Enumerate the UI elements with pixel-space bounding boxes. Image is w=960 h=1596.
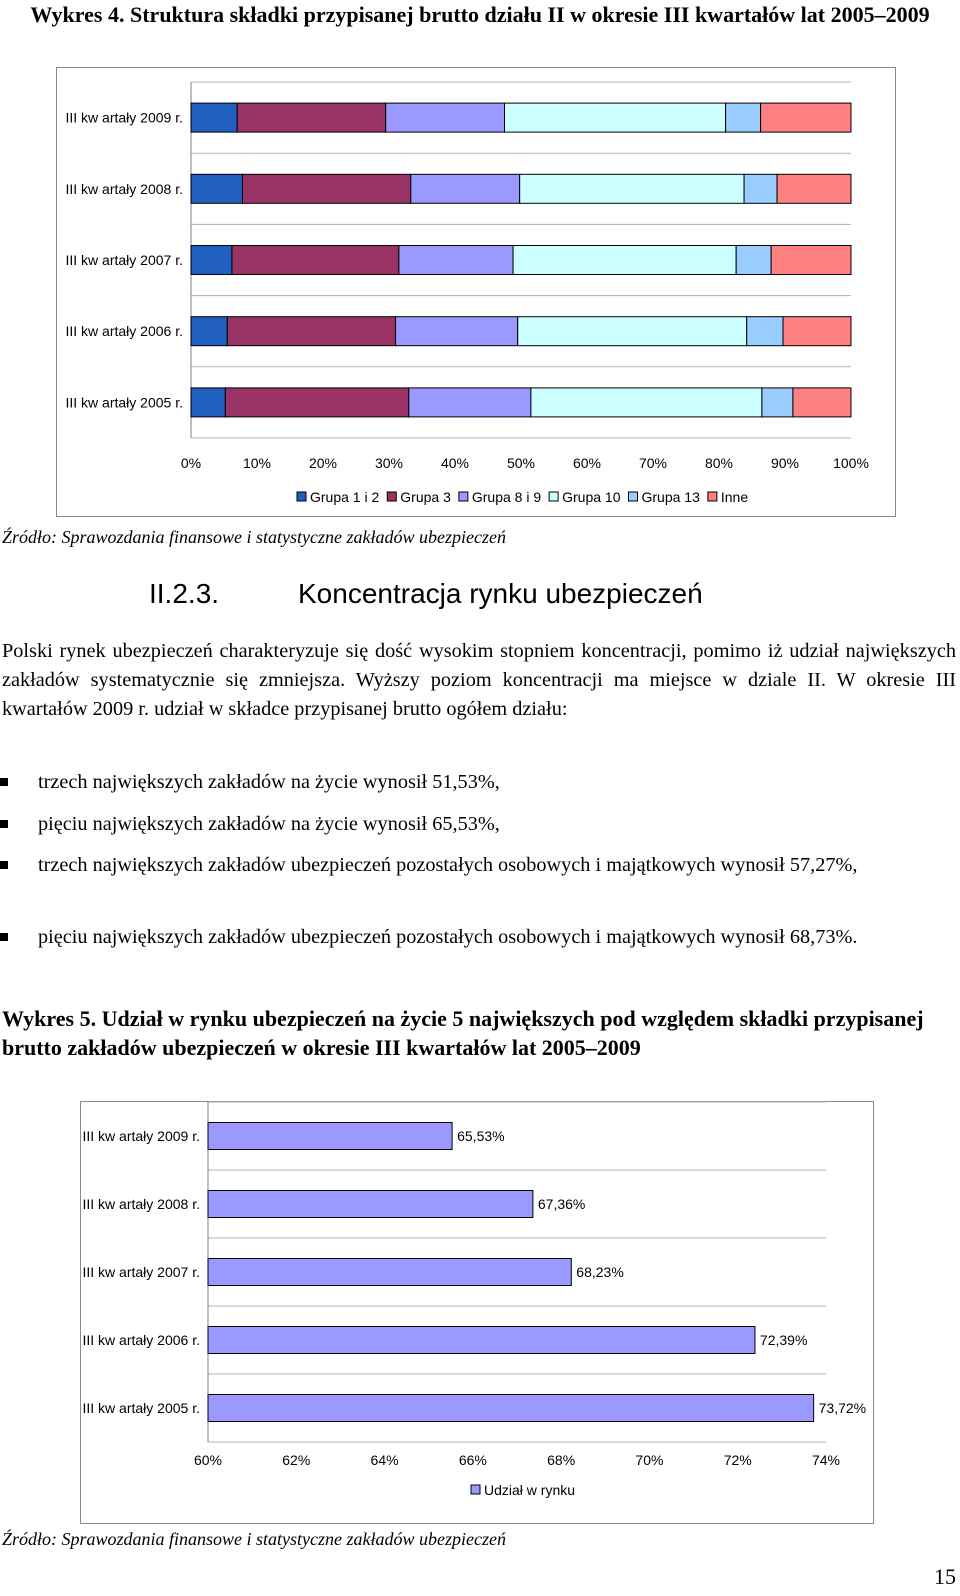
legend-label: Grupa 1 i 2 — [310, 489, 380, 505]
x-tick-label: 60% — [572, 455, 602, 471]
x-tick-label: 66% — [458, 1452, 487, 1468]
x-tick-label: 0% — [180, 455, 202, 471]
bar-segment — [232, 246, 399, 275]
bar-segment — [396, 317, 518, 346]
x-tick-label: 60% — [193, 1452, 223, 1468]
data-label: 73,72% — [818, 1400, 867, 1416]
bar-segment — [520, 174, 744, 203]
category-label: III kw artały 2006 r. — [65, 323, 183, 340]
bar-segment — [744, 174, 777, 203]
chart1-frame — [56, 67, 896, 517]
x-tick-label: 70% — [638, 455, 668, 471]
x-tick-label: 62% — [282, 1452, 311, 1468]
x-tick-label: 64% — [370, 1452, 399, 1468]
category-label: III kw artały 2007 r. — [82, 1264, 200, 1280]
bar-segment — [227, 317, 395, 346]
bar-segment — [505, 103, 726, 132]
bar-segment — [191, 103, 237, 132]
bar-segment — [191, 317, 227, 346]
legend-swatch — [549, 492, 558, 501]
bar-segment — [736, 246, 771, 275]
bar-segment — [513, 246, 736, 275]
bullet-square-icon — [0, 933, 8, 941]
x-tick-label: 68% — [547, 1452, 576, 1468]
bar-segment — [771, 246, 851, 275]
category-label: III kw artały 2005 r. — [65, 394, 183, 411]
bar-segment — [242, 174, 410, 203]
section-number: II.2.3. — [149, 578, 220, 609]
legend-label: Inne — [720, 489, 749, 505]
bar-segment — [191, 388, 225, 417]
data-label: 67,36% — [537, 1196, 586, 1212]
legend-swatch — [471, 1485, 480, 1494]
legend-swatch — [629, 492, 638, 501]
x-tick-label: 70% — [635, 1452, 664, 1468]
bar-segment — [386, 103, 505, 132]
legend-swatch — [708, 492, 717, 501]
legend-label: Grupa 13 — [641, 489, 700, 505]
category-label: III kw artały 2009 r. — [82, 1128, 200, 1144]
x-tick-label: 74% — [811, 1452, 841, 1468]
legend-label: Grupa 3 — [400, 489, 451, 505]
chart2-plot — [81, 1102, 873, 1523]
bar-segment — [191, 174, 242, 203]
bar-segment — [762, 388, 793, 417]
x-tick-label: 30% — [374, 455, 404, 471]
legend-label: Grupa 8 i 9 — [471, 489, 542, 505]
category-label: III kw artały 2008 r. — [82, 1196, 200, 1212]
bar — [208, 1259, 571, 1286]
bullet-text: pięciu największych zakładów ubezpieczeń pozostałych osobowych i majątkowych wynosił 68,73%. — [38, 926, 858, 948]
x-tick-label: 80% — [704, 455, 734, 471]
bar-segment — [783, 317, 851, 346]
legend-swatch — [387, 492, 396, 501]
bar-segment — [409, 388, 531, 417]
legend-label: Udział w rynku — [484, 1482, 576, 1498]
chart1-source: Źródło: Sprawozdania finansowe i statystyczne zakładów ubezpieczeń — [2, 527, 506, 547]
bar-segment — [225, 388, 408, 417]
data-label: 68,23% — [576, 1264, 624, 1280]
x-tick-label: 100% — [833, 455, 869, 471]
data-label: 72,39% — [759, 1332, 808, 1348]
x-tick-label: 40% — [440, 455, 470, 471]
x-tick-label: 90% — [770, 455, 800, 471]
bullet-text: trzech największych zakładów ubezpieczeń pozostałych osobowych i majątkowych wynosił 57,27%, — [38, 854, 858, 876]
bar-segment — [793, 388, 851, 417]
bar-segment — [761, 103, 851, 132]
bar-segment — [726, 103, 761, 132]
bullet-square-icon — [0, 778, 8, 786]
body-paragraph: Polski rynek ubezpieczeń charakteryzuje się dość wysokim stopniem koncentracji, pomimo iż udział największych zakładów systematycznie się zmniejsza. Wyższy poziom koncentracji ma miejsce w dziale II. W okresie III kwartałów 2009 r. udział w składce przypisanej brutto ogółem działu: — [2, 640, 956, 720]
bar-segment — [237, 103, 386, 132]
category-label: III kw artały 2007 r. — [65, 252, 183, 268]
page-number: 15 — [934, 1564, 956, 1589]
bullet-text: trzech największych zakładów na życie wynosił 51,53%, — [38, 771, 500, 793]
x-tick-label: 10% — [242, 455, 272, 471]
bar — [208, 1191, 533, 1218]
x-tick-label: 50% — [506, 455, 536, 471]
data-label: 65,53% — [457, 1128, 505, 1144]
bullet-square-icon — [0, 861, 8, 869]
legend-swatch — [459, 492, 468, 501]
category-label: III kw artały 2006 r. — [82, 1332, 200, 1348]
bar — [208, 1395, 814, 1422]
x-tick-label: 72% — [723, 1452, 752, 1468]
chart2-title: Wykres 5. Udział w rynku ubezpieczeń na życie 5 największych pod względem składki przypisanej brutto zakładów ubezpieczeń w okresie III kwartałów lat 2005–2009 — [2, 1006, 924, 1060]
bar-segment — [411, 174, 520, 203]
bullet-text: pięciu największych zakładów na życie wynosił 65,53%, — [38, 813, 500, 835]
bar — [208, 1327, 755, 1354]
chart1-title: Wykres 4. Struktura składki przypisanej brutto działu II w okresie III kwartałów lat 2005–2009 — [30, 2, 930, 27]
bar-segment — [531, 388, 762, 417]
x-tick-label: 20% — [308, 455, 338, 471]
legend-swatch — [297, 492, 306, 501]
chart2-source: Źródło: Sprawozdania finansowe i statystyczne zakładów ubezpieczeń — [2, 1529, 506, 1549]
category-label: III kw artały 2005 r. — [82, 1400, 200, 1416]
bar-segment — [747, 317, 783, 346]
category-label: III kw artały 2009 r. — [65, 109, 183, 126]
bar — [208, 1123, 452, 1150]
bar-segment — [518, 317, 747, 346]
bar-segment — [191, 246, 232, 275]
bar-segment — [399, 246, 513, 275]
chart1-plot — [57, 68, 895, 516]
bar-segment — [777, 174, 851, 203]
legend-label: Grupa 10 — [562, 489, 621, 505]
chart2-frame — [80, 1101, 874, 1524]
category-label: III kw artały 2008 r. — [65, 180, 183, 197]
section-title: Koncentracja rynku ubezpieczeń — [298, 578, 703, 609]
bullet-square-icon — [0, 820, 8, 828]
